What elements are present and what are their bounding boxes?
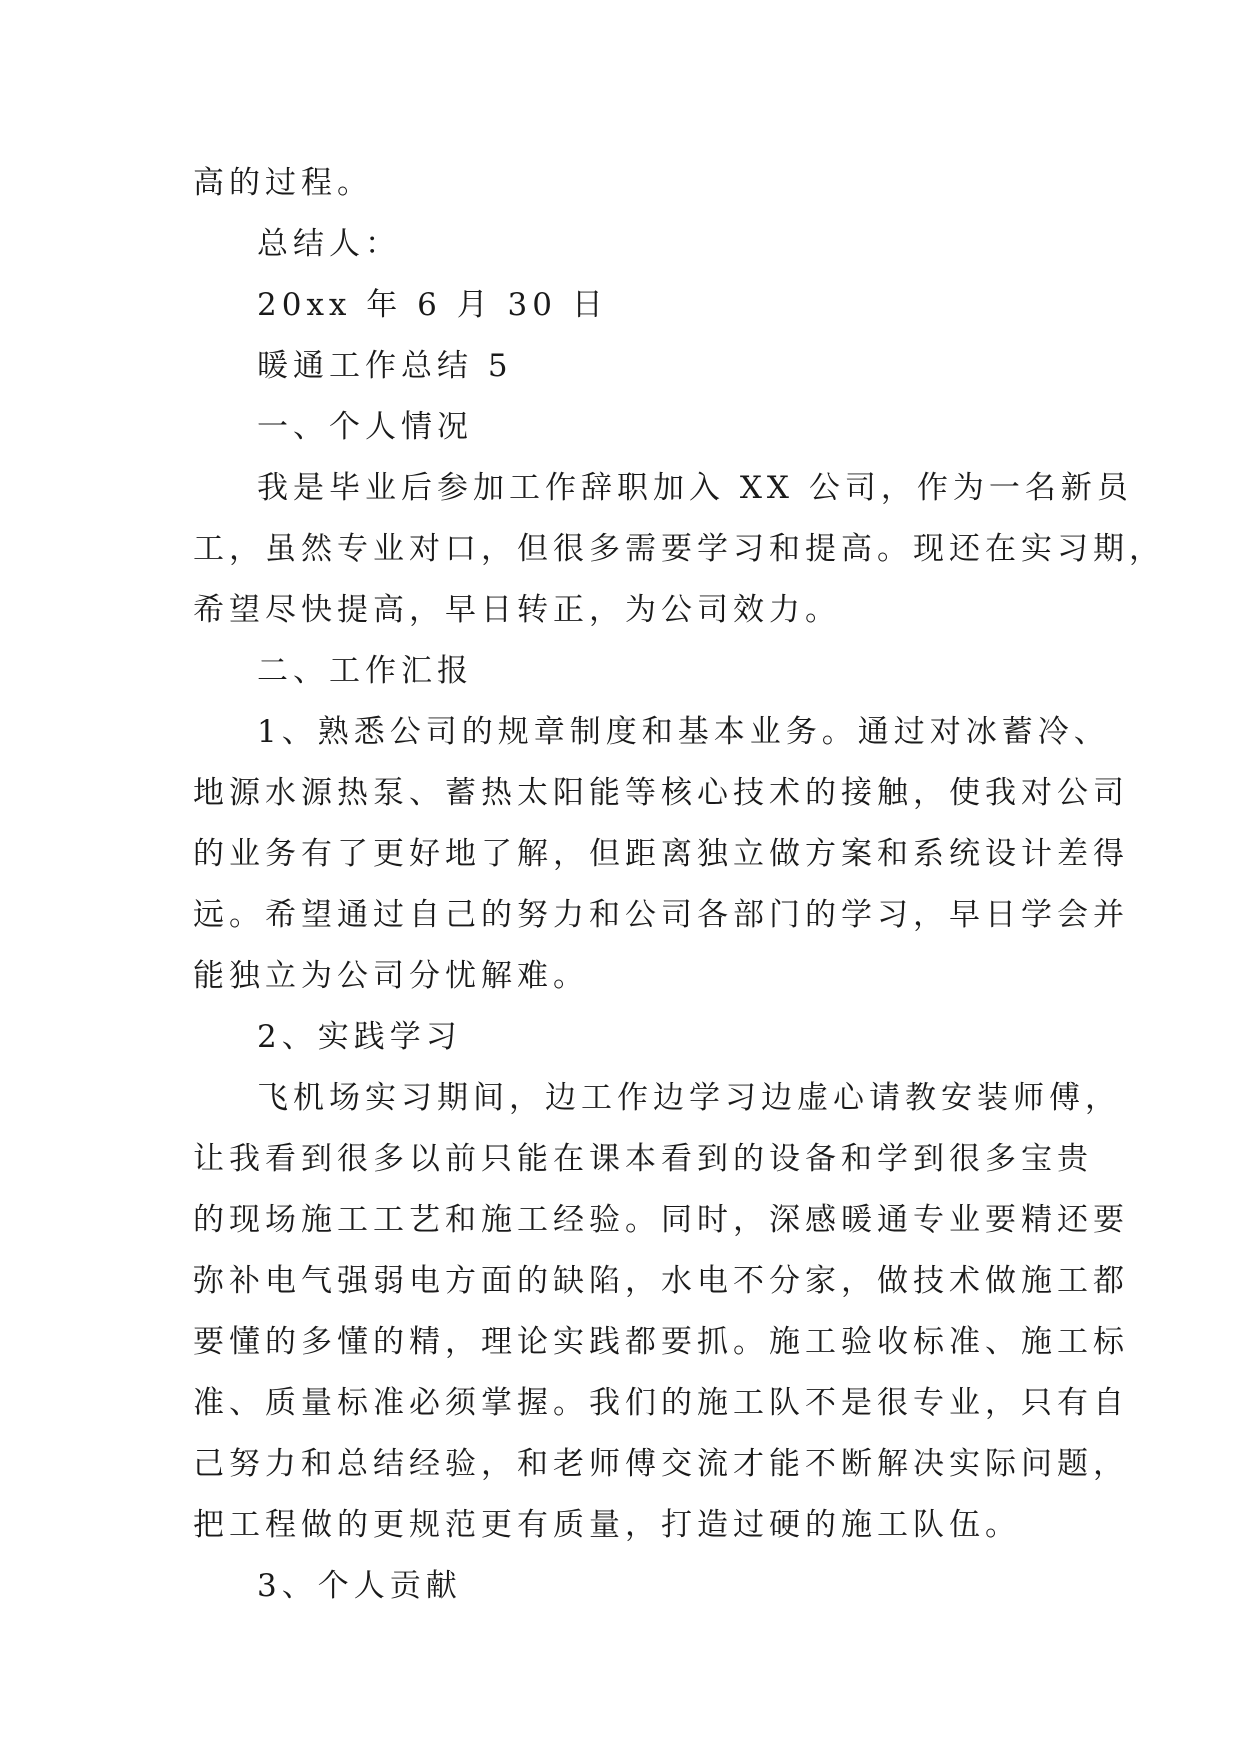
paragraph-line: 我是毕业后参加工作辞职加入 XX 公司，作为一名新员 — [257, 470, 1133, 506]
paragraph-line: 地源水源热泵、蓄热太阳能等核心技术的接触，使我对公司 — [193, 775, 1129, 811]
paragraph-line: 能独立为公司分忧解难。 — [193, 958, 589, 994]
summarizer-label: 总结人： — [257, 226, 401, 262]
heading-personal-contribution: 3、个人贡献 — [257, 1568, 462, 1604]
paragraph-line: 希望尽快提高，早日转正，为公司效力。 — [193, 592, 841, 628]
paragraph-line: 要懂的多懂的精，理论实践都要抓。施工验收标准、施工标 — [193, 1324, 1129, 1360]
paragraph-line: 的业务有了更好地了解，但距离独立做方案和系统设计差得 — [193, 836, 1129, 872]
paragraph-line: 己努力和总结经验，和老师傅交流才能不断解决实际问题， — [193, 1446, 1129, 1482]
section-title: 暖通工作总结 5 — [257, 348, 513, 384]
paragraph-line: 远。希望通过自己的努力和公司各部门的学习，早日学会并 — [193, 897, 1129, 933]
paragraph-line: 让我看到很多以前只能在课本看到的设备和学到很多宝贵 — [193, 1141, 1093, 1177]
paragraph-line: 弥补电气强弱电方面的缺陷，水电不分家，做技术做施工都 — [193, 1263, 1129, 1299]
heading-personal-situation: 一、个人情况 — [257, 409, 473, 445]
paragraph-line: 准、质量标准必须掌握。我们的施工队不是很专业，只有自 — [193, 1385, 1129, 1421]
paragraph-line: 把工程做的更规范更有质量，打造过硬的施工队伍。 — [193, 1507, 1021, 1543]
document-body — [193, 153, 1165, 1617]
document-date: 20xx 年 6 月 30 日 — [257, 287, 608, 323]
heading-work-report: 二、工作汇报 — [257, 653, 473, 689]
paragraph-line: 工，虽然专业对口，但很多需要学习和提高。现还在实习期， — [193, 531, 1165, 567]
paragraph-line-continuation: 高的过程。 — [193, 165, 373, 201]
heading-practical-learning: 2、实践学习 — [257, 1019, 462, 1055]
paragraph-line: 的现场施工工艺和施工经验。同时，深感暖通专业要精还要 — [193, 1202, 1129, 1238]
paragraph-line: 1、熟悉公司的规章制度和基本业务。通过对冰蓄冷、 — [257, 714, 1110, 750]
paragraph-line: 飞机场实习期间，边工作边学习边虚心请教安装师傅， — [257, 1080, 1121, 1116]
